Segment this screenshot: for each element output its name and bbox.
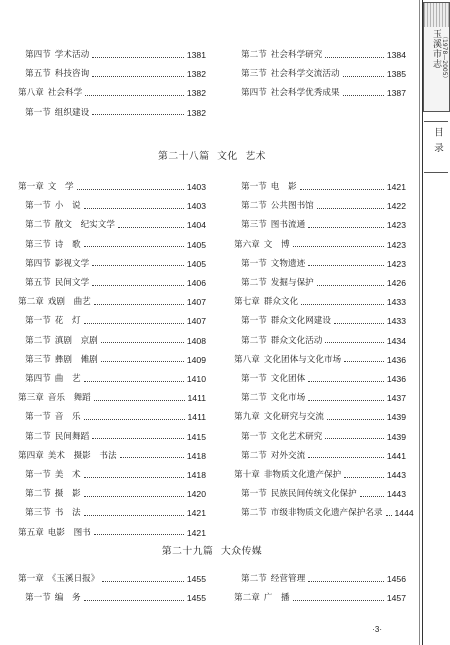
toc-entry-title: 电影 图书 bbox=[47, 527, 91, 538]
toc-entry-title: 散文 纪实文学 bbox=[54, 220, 115, 231]
toc-entry-page: 1443 bbox=[386, 489, 406, 500]
toc-entry[interactable] bbox=[234, 572, 406, 586]
toc-entry-page: 1421 bbox=[386, 182, 406, 192]
toc-entry-page: 1411 bbox=[187, 412, 206, 423]
toc-entry-page: 1418 bbox=[186, 470, 206, 480]
toc-entry[interactable] bbox=[234, 591, 406, 605]
toc-page bbox=[14, 0, 414, 645]
toc-entry[interactable] bbox=[234, 487, 406, 501]
dot-leader bbox=[293, 246, 384, 247]
toc-entry[interactable] bbox=[18, 391, 206, 405]
part-title-b: 艺术 bbox=[245, 151, 266, 162]
toc-entry-title: 戏剧 曲艺 bbox=[47, 297, 91, 308]
toc-entry[interactable] bbox=[234, 372, 406, 386]
toc-column-left-28 bbox=[18, 180, 206, 538]
dot-leader bbox=[317, 208, 384, 209]
toc-entry-number: 第十章 bbox=[234, 470, 260, 480]
toc-entry-page: 1407 bbox=[186, 297, 206, 308]
dot-leader bbox=[92, 76, 184, 77]
part-title-a: 文化 bbox=[217, 151, 238, 162]
dot-leader bbox=[308, 265, 384, 266]
toc-entry[interactable] bbox=[18, 257, 206, 271]
toc-entry-title: 诗 歌 bbox=[54, 239, 81, 250]
dot-leader bbox=[92, 438, 184, 439]
toc-entry-page: 1411 bbox=[187, 393, 206, 404]
toc-entry-number: 第九章 bbox=[234, 412, 260, 423]
dot-leader bbox=[317, 285, 384, 286]
toc-entry[interactable] bbox=[18, 506, 206, 520]
toc-entry-title: 文化研究与交流 bbox=[263, 412, 324, 423]
dot-leader bbox=[84, 323, 184, 324]
toc-entry-page: 1387 bbox=[386, 88, 406, 99]
toc-entry-page: 1382 bbox=[186, 88, 206, 99]
toc-entry[interactable] bbox=[18, 314, 206, 328]
toc-entry-page: 1385 bbox=[386, 69, 406, 80]
toc-entry-number: 第一节 bbox=[25, 412, 51, 423]
toc-entry-title: 发掘与保护 bbox=[270, 278, 314, 288]
toc-entry-page: 1456 bbox=[386, 574, 406, 584]
dot-leader bbox=[344, 477, 384, 478]
toc-entry-page: 1433 bbox=[386, 297, 406, 308]
toc-entry-page: 1408 bbox=[186, 335, 206, 346]
toc-entry-number: 第一节 bbox=[25, 107, 51, 118]
toc-entry-page: 1423 bbox=[386, 220, 406, 231]
toc-entry-page: 1409 bbox=[186, 354, 206, 365]
toc-entry-number: 第一节 bbox=[25, 470, 51, 480]
toc-entry-title: 学术活动 bbox=[54, 50, 90, 60]
dot-leader bbox=[334, 323, 384, 324]
toc-entry[interactable] bbox=[18, 449, 206, 463]
dot-leader bbox=[308, 457, 384, 458]
toc-entry-title: 电 影 bbox=[270, 182, 297, 192]
toc-entry-number: 第二节 bbox=[25, 431, 51, 442]
toc-entry-title: 文化市场 bbox=[270, 393, 306, 404]
dot-leader bbox=[325, 342, 384, 343]
toc-entry-number: 第二章 bbox=[18, 297, 44, 308]
toc-entry-page: 1433 bbox=[386, 316, 406, 327]
toc-entry-number: 第一节 bbox=[241, 182, 267, 192]
dot-leader bbox=[118, 227, 184, 228]
toc-entry-number: 第二节 bbox=[241, 508, 267, 519]
toc-entry-title: 群众文化活动 bbox=[270, 335, 323, 346]
dot-leader bbox=[120, 457, 184, 458]
toc-entry-number: 第二节 bbox=[241, 574, 267, 584]
toc-entry[interactable] bbox=[18, 526, 206, 540]
toc-entry-page: 1418 bbox=[186, 450, 206, 461]
toc-entry-number: 第一节 bbox=[25, 201, 51, 212]
toc-entry-number: 第二节 bbox=[241, 335, 267, 346]
toc-entry-number: 第二章 bbox=[234, 593, 260, 604]
toc-entry[interactable] bbox=[234, 468, 406, 482]
toc-entry-number: 第一节 bbox=[241, 316, 267, 327]
toc-entry-title: 图书流通 bbox=[270, 220, 306, 231]
toc-entry-title: 音乐 舞蹈 bbox=[47, 393, 91, 404]
dot-leader bbox=[84, 477, 184, 478]
page-number: ·3· bbox=[372, 625, 382, 634]
toc-entry-title: 摄 影 bbox=[54, 489, 81, 500]
toc-entry-title: 社会科学交流活动 bbox=[270, 69, 340, 80]
dot-leader bbox=[308, 381, 384, 382]
toc-entry-number: 第八章 bbox=[18, 88, 44, 99]
toc-entry-number: 第四节 bbox=[25, 258, 51, 269]
toc-entry-number: 第六章 bbox=[234, 239, 260, 250]
toc-entry-page: 1406 bbox=[186, 278, 206, 288]
toc-entry-number: 第一节 bbox=[241, 431, 267, 442]
toc-entry[interactable] bbox=[234, 334, 406, 348]
toc-entry[interactable] bbox=[234, 180, 406, 194]
toc-entry-title: 文化团体与文化市场 bbox=[263, 354, 342, 365]
toc-entry-title: 市级非物质文化遗产保护名录 bbox=[270, 508, 383, 519]
toc-entry[interactable] bbox=[234, 391, 406, 405]
toc-entry[interactable] bbox=[234, 410, 406, 424]
toc-entry-page: 1405 bbox=[186, 258, 206, 269]
toc-entry-number: 第一节 bbox=[25, 593, 51, 604]
toc-entry[interactable] bbox=[18, 238, 206, 252]
toc-entry[interactable] bbox=[234, 295, 406, 309]
dot-leader bbox=[308, 581, 384, 582]
toc-entry-number: 第四节 bbox=[25, 374, 51, 384]
dot-leader bbox=[92, 57, 184, 58]
dot-leader bbox=[343, 76, 384, 77]
dot-leader bbox=[293, 600, 384, 601]
dot-leader bbox=[84, 496, 184, 497]
toc-entry-title: 文物遗迹 bbox=[270, 258, 306, 269]
toc-entry-title: 对外交流 bbox=[270, 450, 306, 461]
toc-entry[interactable] bbox=[18, 276, 206, 290]
dot-leader bbox=[325, 438, 384, 439]
toc-entry-number: 第三节 bbox=[241, 220, 267, 231]
toc-entry-title: 《玉溪日报》 bbox=[47, 574, 100, 584]
dot-leader bbox=[300, 189, 384, 190]
toc-entry-title: 美 术 bbox=[54, 470, 81, 480]
toc-entry-title: 社会科学研究 bbox=[270, 50, 323, 60]
book-years: （1978—2005） bbox=[441, 33, 448, 82]
toc-entry[interactable] bbox=[18, 180, 206, 194]
toc-entry-number: 第一节 bbox=[241, 258, 267, 269]
toc-entry[interactable] bbox=[234, 218, 406, 232]
side-divider bbox=[424, 114, 448, 122]
toc-entry-number: 第五章 bbox=[18, 527, 44, 538]
toc-entry[interactable] bbox=[18, 218, 206, 232]
book-title-box bbox=[423, 2, 450, 112]
toc-entry[interactable] bbox=[234, 353, 406, 367]
toc-entry[interactable] bbox=[234, 449, 406, 463]
toc-entry-number: 第三节 bbox=[25, 239, 51, 250]
toc-entry-title: 滇剧 京剧 bbox=[54, 335, 98, 346]
toc-entry-number: 第一节 bbox=[25, 316, 51, 327]
side-divider-bottom bbox=[424, 172, 448, 173]
toc-column-left-top bbox=[18, 48, 206, 124]
toc-entry-title: 彝剧 傩剧 bbox=[54, 354, 98, 365]
toc-entry-number: 第四节 bbox=[241, 88, 267, 99]
dot-leader bbox=[102, 581, 184, 582]
toc-entry[interactable] bbox=[18, 86, 206, 100]
toc-entry[interactable] bbox=[18, 48, 206, 62]
toc-entry-page: 1439 bbox=[386, 412, 406, 423]
toc-column-right-top bbox=[234, 48, 406, 108]
toc-entry-title: 广 播 bbox=[263, 593, 290, 604]
dot-leader bbox=[94, 400, 185, 401]
toc-entry-number: 第一节 bbox=[241, 374, 267, 384]
toc-entry-number: 第二节 bbox=[25, 220, 51, 231]
toc-entry-page: 1421 bbox=[186, 508, 206, 519]
dot-leader bbox=[325, 57, 384, 58]
toc-column-right-29 bbox=[234, 572, 406, 608]
dot-leader bbox=[84, 246, 184, 247]
toc-entry-page: 1423 bbox=[386, 239, 406, 250]
dot-leader bbox=[301, 304, 384, 305]
toc-entry-page: 1382 bbox=[186, 107, 206, 118]
dot-leader bbox=[94, 534, 184, 535]
toc-entry-page: 1455 bbox=[186, 574, 206, 584]
toc-column-right-28 bbox=[234, 180, 414, 519]
toc-entry-title: 经营管理 bbox=[270, 574, 306, 584]
toc-entry-number: 第一章 bbox=[18, 574, 44, 584]
toc-entry[interactable] bbox=[18, 106, 206, 120]
toc-entry-number: 第三章 bbox=[18, 393, 44, 404]
toc-entry-number: 第四章 bbox=[18, 450, 44, 461]
dot-leader bbox=[360, 496, 384, 497]
dot-leader bbox=[343, 95, 384, 96]
toc-entry-title: 社会科学优秀成果 bbox=[270, 88, 340, 99]
toc-entry-title: 民间文学 bbox=[54, 278, 90, 288]
toc-entry-number: 第二节 bbox=[241, 50, 267, 60]
toc-entry[interactable] bbox=[234, 86, 406, 100]
toc-entry[interactable] bbox=[234, 67, 406, 81]
toc-entry-page: 1434 bbox=[386, 335, 406, 346]
toc-entry-title: 小 说 bbox=[54, 201, 81, 212]
dot-leader bbox=[308, 400, 384, 401]
toc-entry-number: 第二节 bbox=[241, 393, 267, 404]
dot-leader bbox=[92, 265, 184, 266]
toc-entry-page: 1403 bbox=[186, 182, 206, 192]
toc-entry-number: 第二节 bbox=[241, 450, 267, 461]
toc-entry-title: 文 学 bbox=[47, 182, 74, 192]
toc-entry-title: 音 乐 bbox=[54, 412, 81, 423]
toc-entry-title: 影视文学 bbox=[54, 258, 90, 269]
toc-entry[interactable] bbox=[234, 238, 406, 252]
toc-entry-title: 民族民间传统文化保护 bbox=[270, 489, 357, 500]
side-tab bbox=[418, 0, 450, 645]
toc-entry-page: 1403 bbox=[186, 201, 206, 212]
part-label: 第二十九篇 bbox=[161, 546, 214, 557]
toc-entry-title: 花 灯 bbox=[54, 316, 81, 327]
part-title-a: 大众传媒 bbox=[220, 546, 263, 557]
title-ornament-icon bbox=[424, 3, 449, 27]
toc-entry-page: 1443 bbox=[386, 470, 406, 480]
toc-entry-title: 文化团体 bbox=[270, 374, 306, 384]
toc-entry-page: 1415 bbox=[186, 431, 206, 442]
toc-entry-number: 第二节 bbox=[241, 201, 267, 212]
toc-entry-number: 第八章 bbox=[234, 354, 260, 365]
toc-entry-page: 1436 bbox=[386, 374, 406, 384]
toc-entry-number: 第五节 bbox=[25, 278, 51, 288]
dot-leader bbox=[84, 600, 184, 601]
toc-entry-page: 1384 bbox=[386, 50, 406, 60]
toc-entry-number: 第三节 bbox=[241, 69, 267, 80]
toc-entry-page: 1436 bbox=[386, 354, 406, 365]
toc-entry[interactable] bbox=[18, 410, 206, 424]
toc-entry-page: 1420 bbox=[186, 489, 206, 500]
toc-entry-title: 编 务 bbox=[54, 593, 81, 604]
dot-leader bbox=[101, 342, 184, 343]
toc-entry-page: 1437 bbox=[386, 393, 406, 404]
dot-leader bbox=[327, 419, 384, 420]
toc-entry[interactable] bbox=[18, 295, 206, 309]
toc-entry-number: 第四节 bbox=[25, 50, 51, 60]
toc-entry[interactable] bbox=[234, 430, 406, 444]
toc-entry-page: 1457 bbox=[386, 593, 406, 604]
toc-entry[interactable] bbox=[234, 48, 406, 62]
dot-leader bbox=[77, 189, 184, 190]
dot-leader bbox=[92, 285, 184, 286]
toc-entry-number: 第七章 bbox=[234, 297, 260, 308]
toc-entry-page: 1444 bbox=[394, 508, 414, 519]
toc-entry[interactable] bbox=[18, 468, 206, 482]
toc-entry[interactable] bbox=[18, 199, 206, 213]
toc-entry-page: 1423 bbox=[386, 258, 406, 269]
dot-leader bbox=[84, 208, 184, 209]
toc-entry[interactable] bbox=[234, 506, 414, 520]
toc-column-left-29 bbox=[18, 572, 206, 608]
toc-entry[interactable] bbox=[18, 487, 206, 501]
dot-leader bbox=[84, 515, 184, 516]
toc-entry-page: 1441 bbox=[386, 450, 406, 461]
toc-entry-title: 公共图书馆 bbox=[270, 201, 314, 212]
toc-entry-page: 1407 bbox=[186, 316, 206, 327]
toc-entry-number: 第五节 bbox=[25, 69, 51, 80]
toc-entry-page: 1381 bbox=[186, 50, 206, 60]
dot-leader bbox=[84, 419, 185, 420]
toc-entry-number: 第三节 bbox=[25, 354, 51, 365]
toc-entry[interactable] bbox=[18, 430, 206, 444]
toc-entry-page: 1421 bbox=[186, 527, 206, 538]
toc-entry-title: 文化艺术研究 bbox=[270, 431, 323, 442]
toc-entry-page: 1426 bbox=[386, 278, 406, 288]
part-heading-28 bbox=[14, 148, 410, 162]
dot-leader bbox=[85, 95, 184, 96]
toc-entry-number: 第一节 bbox=[241, 489, 267, 500]
dot-leader bbox=[308, 227, 384, 228]
toc-entry-page: 1422 bbox=[386, 201, 406, 212]
part-label: 第二十八篇 bbox=[158, 151, 210, 162]
toc-entry[interactable] bbox=[234, 257, 406, 271]
toc-entry[interactable] bbox=[234, 314, 406, 328]
toc-entry-title: 美术 摄影 书法 bbox=[47, 450, 117, 461]
toc-entry[interactable] bbox=[18, 67, 206, 81]
section-label: 目录 bbox=[432, 127, 443, 158]
dot-leader bbox=[101, 361, 184, 362]
book-title: 玉溪市志 bbox=[431, 29, 441, 69]
toc-entry-title: 组织建设 bbox=[54, 107, 90, 118]
toc-entry-title: 科技咨询 bbox=[54, 69, 90, 80]
toc-entry-number: 第三节 bbox=[25, 508, 51, 519]
toc-entry[interactable] bbox=[234, 199, 406, 213]
toc-entry-number: 第二节 bbox=[25, 489, 51, 500]
toc-entry-number: 第二节 bbox=[241, 278, 267, 288]
toc-entry-title: 曲 艺 bbox=[54, 374, 81, 384]
part-heading-29 bbox=[14, 543, 410, 557]
toc-entry-title: 文 博 bbox=[263, 239, 290, 250]
toc-entry-page: 1410 bbox=[186, 374, 206, 384]
dot-leader bbox=[92, 114, 184, 115]
toc-entry[interactable] bbox=[18, 372, 206, 386]
toc-entry-page: 1439 bbox=[386, 431, 406, 442]
toc-entry[interactable] bbox=[18, 334, 206, 348]
toc-entry-page: 1405 bbox=[186, 239, 206, 250]
toc-entry-page: 1404 bbox=[186, 220, 206, 231]
toc-entry[interactable] bbox=[18, 572, 206, 586]
dot-leader bbox=[94, 304, 184, 305]
toc-entry-page: 1455 bbox=[186, 593, 206, 604]
toc-entry-title: 民间舞蹈 bbox=[54, 431, 90, 442]
dot-leader bbox=[386, 515, 392, 516]
toc-entry-title: 书 法 bbox=[54, 508, 81, 519]
toc-entry-title: 群众文化网建设 bbox=[270, 316, 331, 327]
dot-leader bbox=[344, 361, 384, 362]
toc-entry-title: 非物质文化遗产保护 bbox=[263, 470, 342, 480]
toc-entry[interactable] bbox=[18, 353, 206, 367]
toc-entry-title: 群众文化 bbox=[263, 297, 299, 308]
toc-entry-page: 1382 bbox=[186, 69, 206, 80]
side-rule-outer bbox=[419, 0, 420, 645]
toc-entry-number: 第一章 bbox=[18, 182, 44, 192]
toc-entry-number: 第二节 bbox=[25, 335, 51, 346]
toc-entry[interactable] bbox=[18, 591, 206, 605]
toc-entry[interactable] bbox=[234, 276, 406, 290]
dot-leader bbox=[84, 381, 184, 382]
toc-entry-title: 社会科学 bbox=[47, 88, 83, 99]
